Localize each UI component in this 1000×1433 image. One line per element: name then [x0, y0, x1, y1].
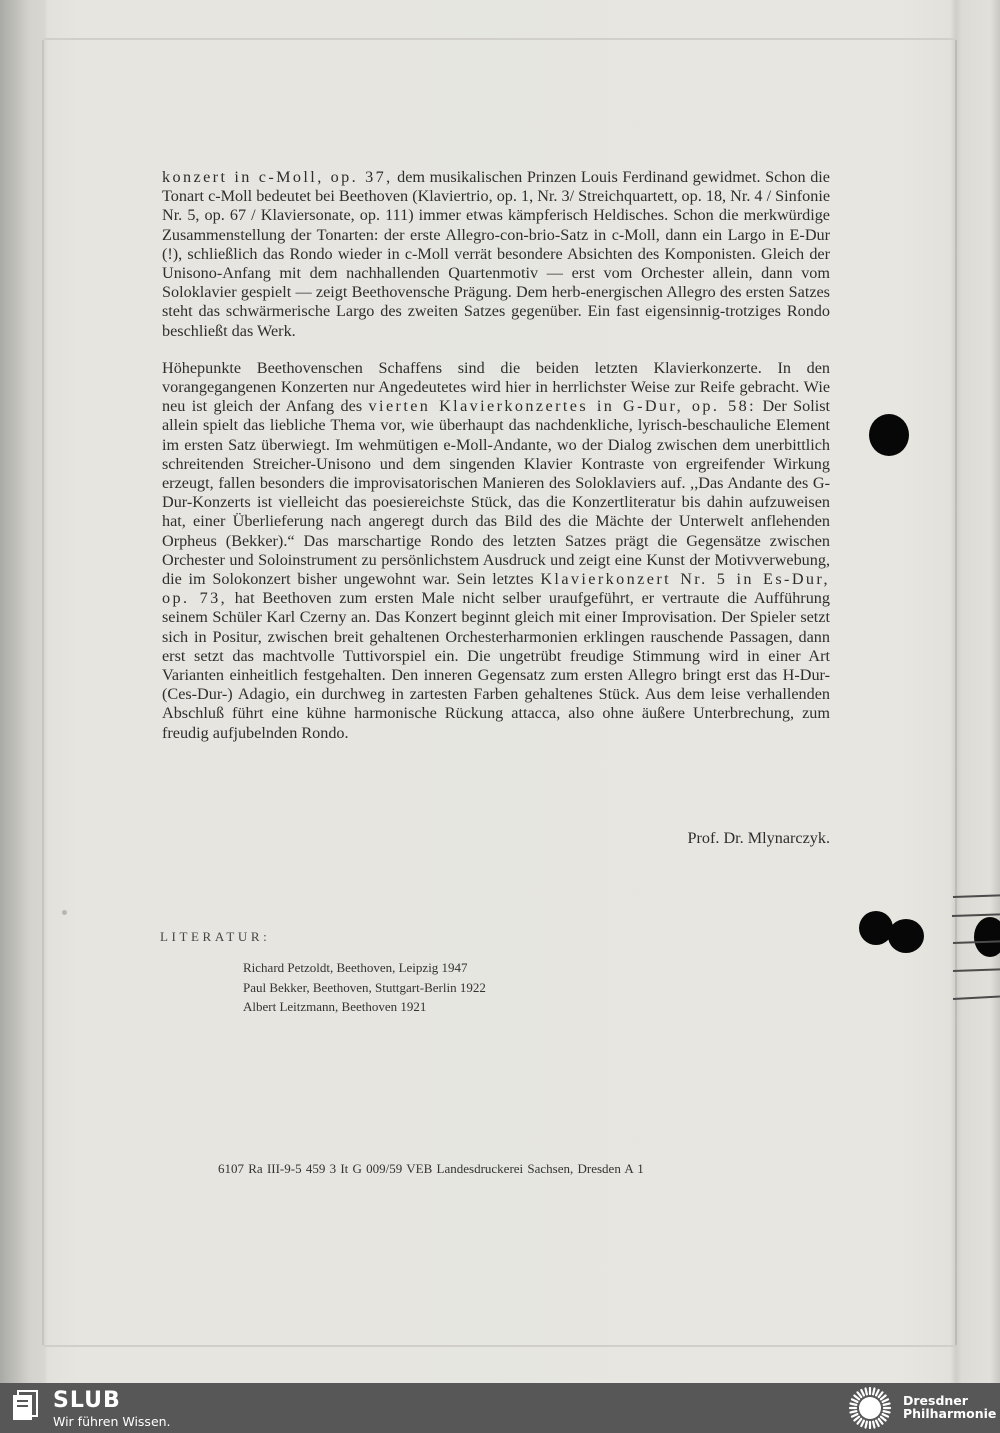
sunburst-ray — [854, 1396, 859, 1400]
slub-claim: Wir führen Wissen. — [53, 1414, 171, 1429]
sunburst-ray — [883, 1414, 888, 1417]
paragraph-text: dem musikalischen Prinzen Louis Ferdinand gewidmet. Schon die Tonart c-Moll bedeutet bei Beethoven (Klaviertrio, op. 1, Nr. 3/ Streichquartett, op. 18, Nr. 4 / Sinfonie Nr. 5, op. 67 / Klaviersonate, op. 111) immer etwas kämpferisch Heldisches. Schon die merkwürdige Zusammenstellung der Tonarten: der erste Allegro-con-brio-Satz in c-Moll, dann ein Largo in E-Dur (!), schließlich das Rondo wieder in c-Moll verrät besondere Absichten des Komponisten. Gleich der Unisono-Anfang mit dem nachhallenden Quartenmotiv — erst vom Orchester allein, dann vom Soloklavier gespielt — zeigt Beethovensche Prägung. Dem herb-energischen Allegro des ersten Satzes steht das schwärmerische Largo des zweiten Satzes gegenüber. Ein fast eigensinnig-trotziges Rondo beschließt das Werk. — [162, 168, 830, 340]
paragraph-text: Der Solist allein spielt das liebliche Thema vor, wie überhaupt das nachdenkliche, lyrisch-beschauliche Element im ersten Satz überwiegt. Im wehmütigen e-Moll-Andante, wo der Dialog zwischen dem unerbittlich schreitenden Streicher-Unisono und dem singenden Klavier Kontraste von ergreifender Wirkung erzeugt, fallen besonders die improvisatorischen Manieren des Soloklaviers auf. ,,Das Andante des G-Dur-Konzerts ist vielleicht das poesiereichste Stück, das die Konzertliteratur bis dahin aufzuweisen hat, einer Überlieferung nach angeregt durch das Bild des die Mächte der Unterwelt anflehenden Orpheus (Bekker).“ Das marschartige Rondo des letzten Satzes prägt die Gegensätze zwischen Orchester und Soloinstrument zu persönlichstem Ausdruck und zeigt eine Kunst der Motivverwebung, die im Solokonzert bisher ungewohnt war. Sein letztes — [162, 397, 831, 589]
work-title-spaced: konzert in c-Moll, op. 37, — [162, 168, 393, 186]
staff-line — [953, 996, 1000, 1000]
sunburst-ray — [852, 1399, 857, 1402]
right-fold-crease — [955, 40, 957, 1345]
sunburst-ray — [851, 1411, 857, 1412]
sunburst-ray — [881, 1396, 886, 1400]
paragraph-piano-concerto-3 — [162, 168, 830, 341]
sunburst-ray — [866, 1389, 867, 1395]
staff-line — [953, 968, 1000, 971]
left-fold-crease — [42, 40, 44, 1345]
work-title-spaced: vierten Klavierkonzertes in G-Dur, op. 58: — [368, 397, 757, 416]
sunburst-ray — [873, 1389, 874, 1395]
philharmonie-name — [903, 1394, 996, 1420]
literature-list — [243, 958, 486, 1017]
literature-entry: Albert Leitzmann, Beethoven 1921 — [243, 999, 427, 1014]
literature-entry: Paul Bekker, Beethoven, Stuttgart-Berlin 1922 — [243, 979, 486, 995]
sunburst-ray — [873, 1422, 874, 1428]
sunburst-ray — [866, 1422, 867, 1428]
sunburst-ray — [879, 1419, 883, 1424]
slub-name: SLUB — [53, 1388, 121, 1413]
slub-logo-icon — [12, 1390, 40, 1422]
punch-hole-mark — [869, 414, 909, 456]
paragraph-text: hat Beethoven zum ersten Male nicht selber uraufgeführt, er vertraute die Aufführung seinem Schüler Karl Czerny an. Das Konzert beginnt gleich mit einer Improvisation. Der Spieler setzt sich in Positur, zwischen breit gehaltenen Orchesterharmonien erklingen rauschende Passagen, dann erst setzt das machtvolle Tuttivorspiel ein. Die ungetrübt freudige Stimmung wird in einer Art Varianten einheitlich festgehalten. Den inneren Gegensatz zum ersten Allegro bringt erst das H-Dur- (Ces-Dur-) Adagio, ein durchweg in zartesten Farben gehaltenes Stück. Aus dem leise verhallenden Abschluß führt eine kühne harmonische Rückung attacca, also ohne äußere Unterbrechung, zum freudig aufjubelnden Rondo. — [162, 589, 830, 742]
sunburst-ray — [851, 1404, 857, 1405]
sunburst-ray — [858, 1419, 862, 1424]
work-title-spaced: Klavierkonzert Nr. 5 in Es-Dur, op. 73, — [162, 570, 830, 608]
philharmonie-name-line: Philharmonie — [903, 1406, 997, 1421]
sunburst-ray — [858, 1392, 862, 1397]
staff-line — [952, 913, 1000, 916]
sunburst-ray — [854, 1417, 859, 1421]
philharmonie-name-line: Dresdner — [903, 1393, 968, 1408]
bottom-page-edge — [44, 1345, 955, 1347]
sunburst-ray — [861, 1390, 864, 1395]
sunburst-ray — [861, 1421, 864, 1426]
paper-speck — [62, 910, 67, 915]
sunburst-ray — [884, 1404, 890, 1405]
sunburst-ray — [852, 1414, 857, 1417]
paragraph-piano-concertos-4-5 — [162, 359, 830, 743]
sunburst-ray — [879, 1392, 883, 1397]
philharmonie-sunburst-icon — [843, 1386, 897, 1430]
sunburst-ray — [876, 1421, 879, 1426]
footer-bar — [0, 1383, 1000, 1433]
body-text — [162, 168, 830, 761]
printer-imprint: 6107 Ra III-9-5 459 3 It G 009/59 VEB Landesdruckerei Sachsen, Dresden A 1 — [218, 1161, 644, 1176]
paragraph-text: Höhepunkte Beethovenschen Schaffens sind die beiden letzten Klavierkonzerte. In den vorangegangenen Konzerten nur Angedeutetes wird hier in herrlichster Weise zur Reife gebracht. Wie neu ist gleich der Anfang des — [162, 358, 830, 416]
sunburst-ray — [884, 1411, 890, 1412]
author-signature: Prof. Dr. Mlynarczyk. — [687, 829, 830, 847]
literature-entry: Richard Petzoldt, Beethoven, Leipzig 1947 — [243, 960, 468, 975]
sunburst-ray — [883, 1399, 888, 1402]
note-head-mark — [888, 919, 924, 953]
sunburst-ray — [876, 1390, 879, 1395]
sunburst-ray — [881, 1417, 886, 1421]
literature-heading: LITERATUR: — [160, 929, 271, 944]
note-head-mark — [974, 917, 1000, 957]
top-page-edge — [44, 38, 955, 40]
staff-line — [953, 894, 1000, 897]
